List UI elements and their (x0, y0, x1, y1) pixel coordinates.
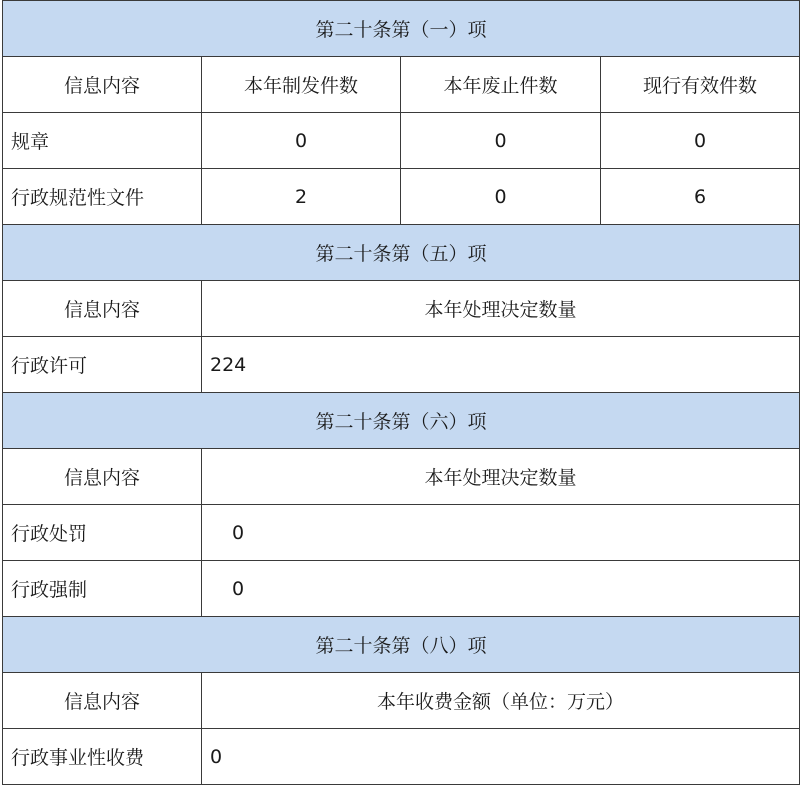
section-title: 第二十条第（五）项 (3, 225, 800, 281)
column-header: 本年处理决定数量 (202, 281, 800, 337)
table-cell: 2 (202, 169, 401, 225)
section-title-row (3, 393, 800, 449)
column-header: 信息内容 (3, 673, 202, 729)
row-label: 行政规范性文件 (3, 169, 202, 225)
table-cell: 0 (202, 505, 800, 561)
column-header: 信息内容 (3, 57, 202, 113)
column-header: 本年制发件数 (202, 57, 401, 113)
table-row (3, 505, 800, 561)
column-header: 信息内容 (3, 281, 202, 337)
table-header-row (3, 673, 800, 729)
column-header: 本年处理决定数量 (202, 449, 800, 505)
table-row (3, 561, 800, 617)
table-cell: 6 (601, 169, 800, 225)
column-header: 信息内容 (3, 449, 202, 505)
column-header: 现行有效件数 (601, 57, 800, 113)
table-row (3, 113, 800, 169)
table-cell: 0 (601, 113, 800, 169)
table-cell: 224 (202, 337, 800, 393)
table-cell: 0 (202, 561, 800, 617)
disclosure-table (2, 0, 800, 785)
table-cell: 0 (401, 169, 601, 225)
section-title-row (3, 1, 800, 57)
column-header: 本年收费金额（单位：万元） (202, 673, 800, 729)
table-cell: 0 (202, 729, 800, 785)
row-label: 行政处罚 (3, 505, 202, 561)
table-row (3, 729, 800, 785)
section-title-row (3, 617, 800, 673)
table-row (3, 337, 800, 393)
row-label: 行政许可 (3, 337, 202, 393)
row-label: 规章 (3, 113, 202, 169)
row-label: 行政强制 (3, 561, 202, 617)
table-row (3, 169, 800, 225)
section-title: 第二十条第（八）项 (3, 617, 800, 673)
section-title: 第二十条第（一）项 (3, 1, 800, 57)
table-header-row (3, 449, 800, 505)
section-title-row (3, 225, 800, 281)
table-cell: 0 (401, 113, 601, 169)
row-label: 行政事业性收费 (3, 729, 202, 785)
table-header-row (3, 281, 800, 337)
column-header: 本年废止件数 (401, 57, 601, 113)
table-header-row (3, 57, 800, 113)
section-title: 第二十条第（六）项 (3, 393, 800, 449)
table-cell: 0 (202, 113, 401, 169)
